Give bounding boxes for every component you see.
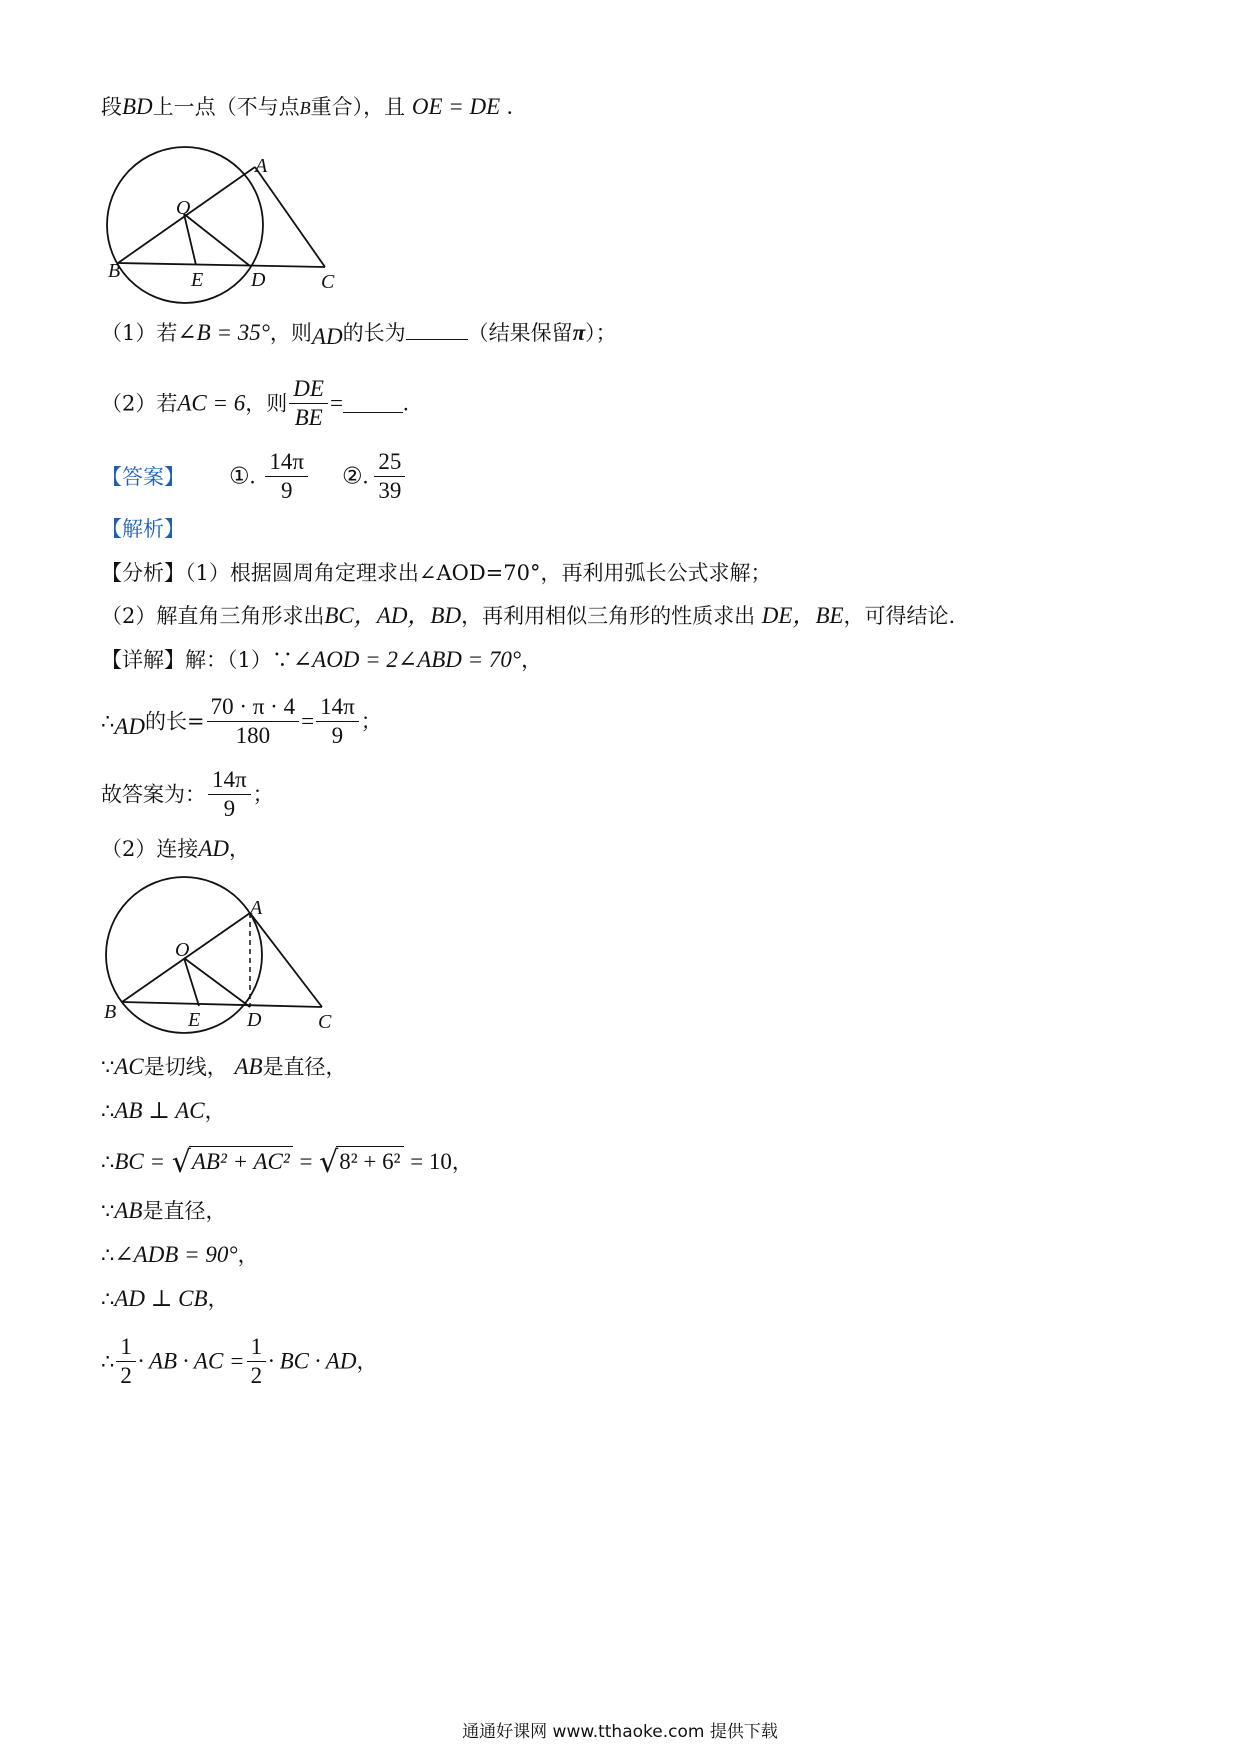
geometry-figure-1 [100,140,360,315]
step-1 [101,1052,347,1082]
label-a: A [250,897,263,919]
numerator: 14π [265,448,308,477]
circle [107,147,263,303]
answer-1-fraction [265,448,308,505]
step-3 [101,1146,473,1178]
text: ， [204,1099,226,1123]
text: ， [521,648,543,672]
math: · BC · AD [268,1348,357,1374]
because-symbol: ∵ [101,1199,115,1223]
text: ，则 [269,321,312,345]
therefore-symbol: ∴ [101,1150,115,1174]
numerator: 14π [208,766,251,795]
equation-oe-de: OE = DE [411,94,501,119]
segment-od [184,958,250,1007]
denominator: 2 [250,1363,263,1388]
denominator: 180 [235,723,271,748]
analysis-line-2 [101,601,955,631]
arc-ad: AD [311,324,343,349]
answer-1-label: ①. [229,463,256,489]
denominator: BE [294,405,323,430]
arc-length-fraction [207,693,299,750]
numerator: DE [289,375,328,404]
label-b: B [108,260,121,282]
numerator: 70 · π · 4 [207,693,299,722]
math: AB ⊥ AC [114,1098,205,1123]
question-number: （2）若 [101,391,178,416]
text: 的长= [145,709,205,734]
segment-bd: BD [122,94,153,119]
label-b: B [104,1001,117,1023]
answer-blank-1 [406,321,468,340]
analysis-tag: 【解析】 [101,517,185,541]
text: ； [360,709,382,734]
text: 解：（1）∵ [185,648,293,672]
arc-ad: AD [114,713,146,739]
answer-2-label: ②. [342,463,369,489]
step-4 [101,1196,226,1226]
label-d: D [247,1009,262,1031]
text: 的长为 [342,321,406,345]
text: ）； [585,321,617,345]
question-1 [101,318,617,348]
pi-symbol: π [572,320,586,345]
intro-line [101,92,513,123]
answer-fraction [208,766,251,823]
question-2 [101,375,409,435]
step-7 [101,1333,377,1395]
numerator: 25 [374,448,405,477]
analysis-line-1 [101,558,772,588]
therefore-symbol: ∴ [101,1287,115,1311]
text: （1）根据圆周角定理求出∠AOD=70°，再利用弧长公式求解； [185,561,772,585]
label-c: C [321,271,335,293]
text: ； [252,782,274,807]
math: AB [114,1198,143,1223]
math: · AB · AC = [137,1348,245,1374]
math: BC = [114,1149,166,1174]
text: ，再利用相似三角形的性质求出 [461,604,756,628]
answer-blank-2 [343,394,403,413]
tangent-ac [250,913,322,1007]
denominator: 9 [331,723,344,748]
math: AB [234,1054,263,1079]
given-ac: AC = 6 [177,390,246,416]
text: ，可得结论. [843,604,956,628]
label-a: A [255,155,268,177]
math: AD [198,836,230,861]
math: AC [114,1054,144,1079]
therefore-symbol: ∴ [101,1243,115,1267]
therefore-symbol: ∴ [101,709,115,734]
label-o: O [175,939,190,961]
text: ，则 [245,391,288,416]
numerator: 1 [247,1333,267,1362]
label-e: E [191,269,204,291]
text: 故答案为： [101,782,206,807]
point-b: B [299,98,311,118]
answer-2-fraction [374,448,405,505]
step-5 [101,1240,259,1270]
numerator: 14π [316,693,359,722]
fraction-de-be [289,375,328,432]
label-d: D [251,269,266,291]
step-2 [101,1096,226,1126]
denominator: 39 [378,478,402,503]
text: ， [207,1287,229,1311]
equals: = [301,708,315,734]
label-c: C [318,1011,332,1033]
text: 是切线， [143,1055,228,1079]
sqrt-icon: √ [171,1145,191,1180]
tangent-ac [255,167,325,267]
math: ∠AOD = 2∠ABD = 70° [292,647,522,672]
detail-line-1 [101,645,542,675]
detail-line-2 [101,693,382,755]
denominator: 9 [223,796,236,821]
fenxi-tag: 【分析】 [101,561,185,585]
sqrt-icon: √ [319,1145,339,1180]
answer-line [101,448,407,508]
half-fraction [247,1333,267,1390]
answer-tag: 【答案】 [101,464,185,489]
text: （结果保留 [467,321,573,345]
segment-oe [184,958,199,1006]
footer-watermark: 通通好课网 www.tthaoke.com 提供下载 [462,1722,778,1742]
half-fraction [116,1333,136,1390]
segment-bc [122,1002,322,1007]
denominator: 2 [120,1363,132,1388]
question-number: （1）若 [101,321,178,345]
equals: = [329,390,343,416]
math: AD ⊥ CB [114,1286,208,1311]
because-symbol: ∵ [101,1055,115,1079]
angle-b: ∠B = 35° [177,320,270,345]
denominator: 9 [280,478,293,503]
segment-bc [118,263,325,267]
text: 重合），且 [310,95,406,119]
text: （2）连接 [101,837,199,861]
label-o: O [176,197,191,219]
radicand-1: AB² + AC² [189,1146,293,1177]
detail-line-4 [101,834,250,864]
label-e: E [188,1009,201,1031]
therefore-symbol: ∴ [101,1099,115,1123]
math: BC，AD，BD [324,603,462,628]
radicand-2: 8² + 6² [336,1146,403,1177]
geometry-figure-2 [100,870,360,1042]
detail-tag: 【详解】 [101,648,185,672]
math: ∠ADB = 90° [114,1242,238,1267]
text: 是直径， [262,1055,347,1079]
step-6 [101,1284,229,1314]
text: 是直径， [142,1199,227,1223]
math: DE，BE [761,603,844,628]
period: . [402,390,409,416]
text: 上一点（不与点 [152,95,300,119]
result-fraction [316,693,359,750]
equals: = [299,1149,313,1174]
therefore-symbol: ∴ [101,1349,115,1374]
text: 段 [101,95,122,119]
numerator: 1 [116,1333,136,1362]
text: ， [451,1150,473,1174]
text: ， [229,837,251,861]
period: . [506,94,513,119]
result: = 10 [410,1149,452,1174]
text: ， [356,1349,378,1374]
detail-line-3 [101,766,274,828]
text: （2）解直角三角形求出 [101,604,325,628]
text: ， [237,1243,259,1267]
